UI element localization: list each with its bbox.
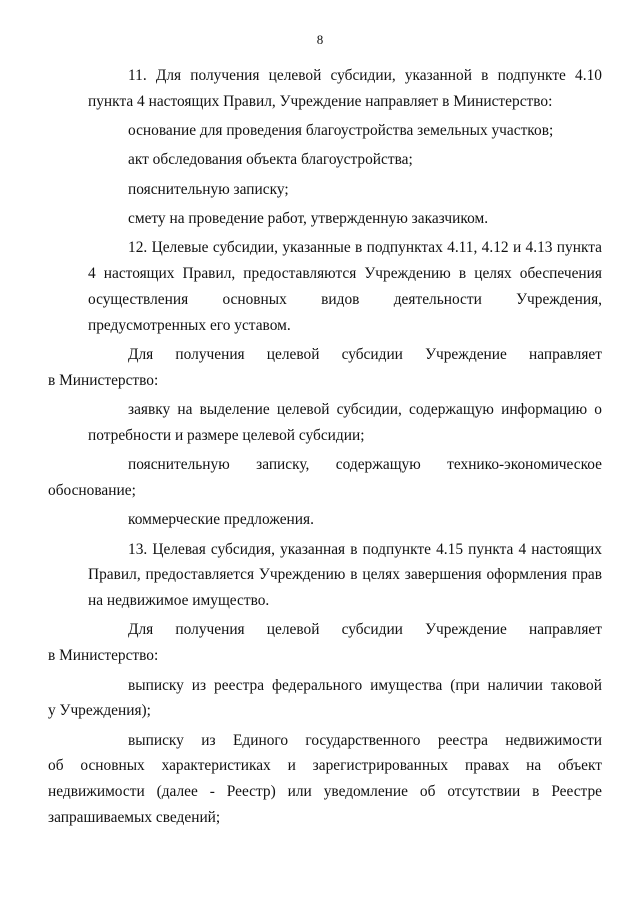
list-item: выписку из Единого государственного реестра недвижимости об основных характеристиках и зарегистрированных правах на объект недвижимости (далее - Реестр) или уведомление об отсутствии в Реестре запрашиваемых сведений; — [48, 731, 602, 827]
list-item: основание для проведения благоустройства земельных участков; — [128, 122, 554, 140]
text-line: в Министерство: — [48, 371, 159, 389]
text-line: его уставом. — [209, 316, 291, 334]
text-line: 12. Целевые субсидии, указанные в подпунктах 4.11, 4.12 и 4.13 пункта 4 — [88, 239, 602, 283]
paragraph-12-request — [48, 342, 602, 394]
paragraph-13-request — [48, 617, 602, 669]
list-item: пояснительную записку; — [128, 180, 289, 198]
list-item: заявку на выделение целевой субсидии, содержащую информацию о потребности и размере целевой субсидии; — [88, 401, 602, 444]
list-item: выписку из реестра федерального имущества (при наличии таковой у Учреждения); — [48, 676, 602, 720]
text-line: Правил, предоставляется Учреждению в целях завершения оформления прав — [88, 566, 602, 584]
paragraph-13 — [88, 537, 602, 614]
text-line: 11. Для получения целевой субсидии, указанной в подпункте 4.10 — [128, 67, 602, 84]
text-line: осуществления основных видов деятельности Учреждения, предусмотренных — [88, 290, 602, 334]
document-body — [48, 63, 602, 831]
text-line: Для получения целевой субсидии Учреждение направляет — [128, 345, 602, 363]
list-item: коммерческие предложения. — [128, 511, 314, 529]
text-line: на недвижимое имущество. — [88, 592, 270, 610]
paragraph-12 — [88, 235, 602, 338]
list-item: смету на проведение работ, утвержденную заказчиком. — [128, 209, 489, 227]
text-line: в Министерство: — [48, 647, 159, 665]
page-number: 8 — [316, 32, 324, 47]
list-item: пояснительную записку, содержащую технико-экономическое обоснование; — [48, 456, 602, 499]
text-line: настоящих Правил, предоставляются Учреждению в целях обеспечения — [103, 265, 602, 283]
list-item: акт обследования объекта благоустройства; — [128, 151, 413, 169]
text-line: пункта 4 настоящих Правил, Учреждение направляет в Министерство: — [88, 92, 553, 110]
text-line: 13. Целевая субсидия, указанная в подпункте 4.15 пункта 4 настоящих — [128, 540, 602, 558]
text-line: Для получения целевой субсидии Учреждение направляет — [128, 621, 602, 639]
paragraph-11 — [88, 63, 602, 115]
